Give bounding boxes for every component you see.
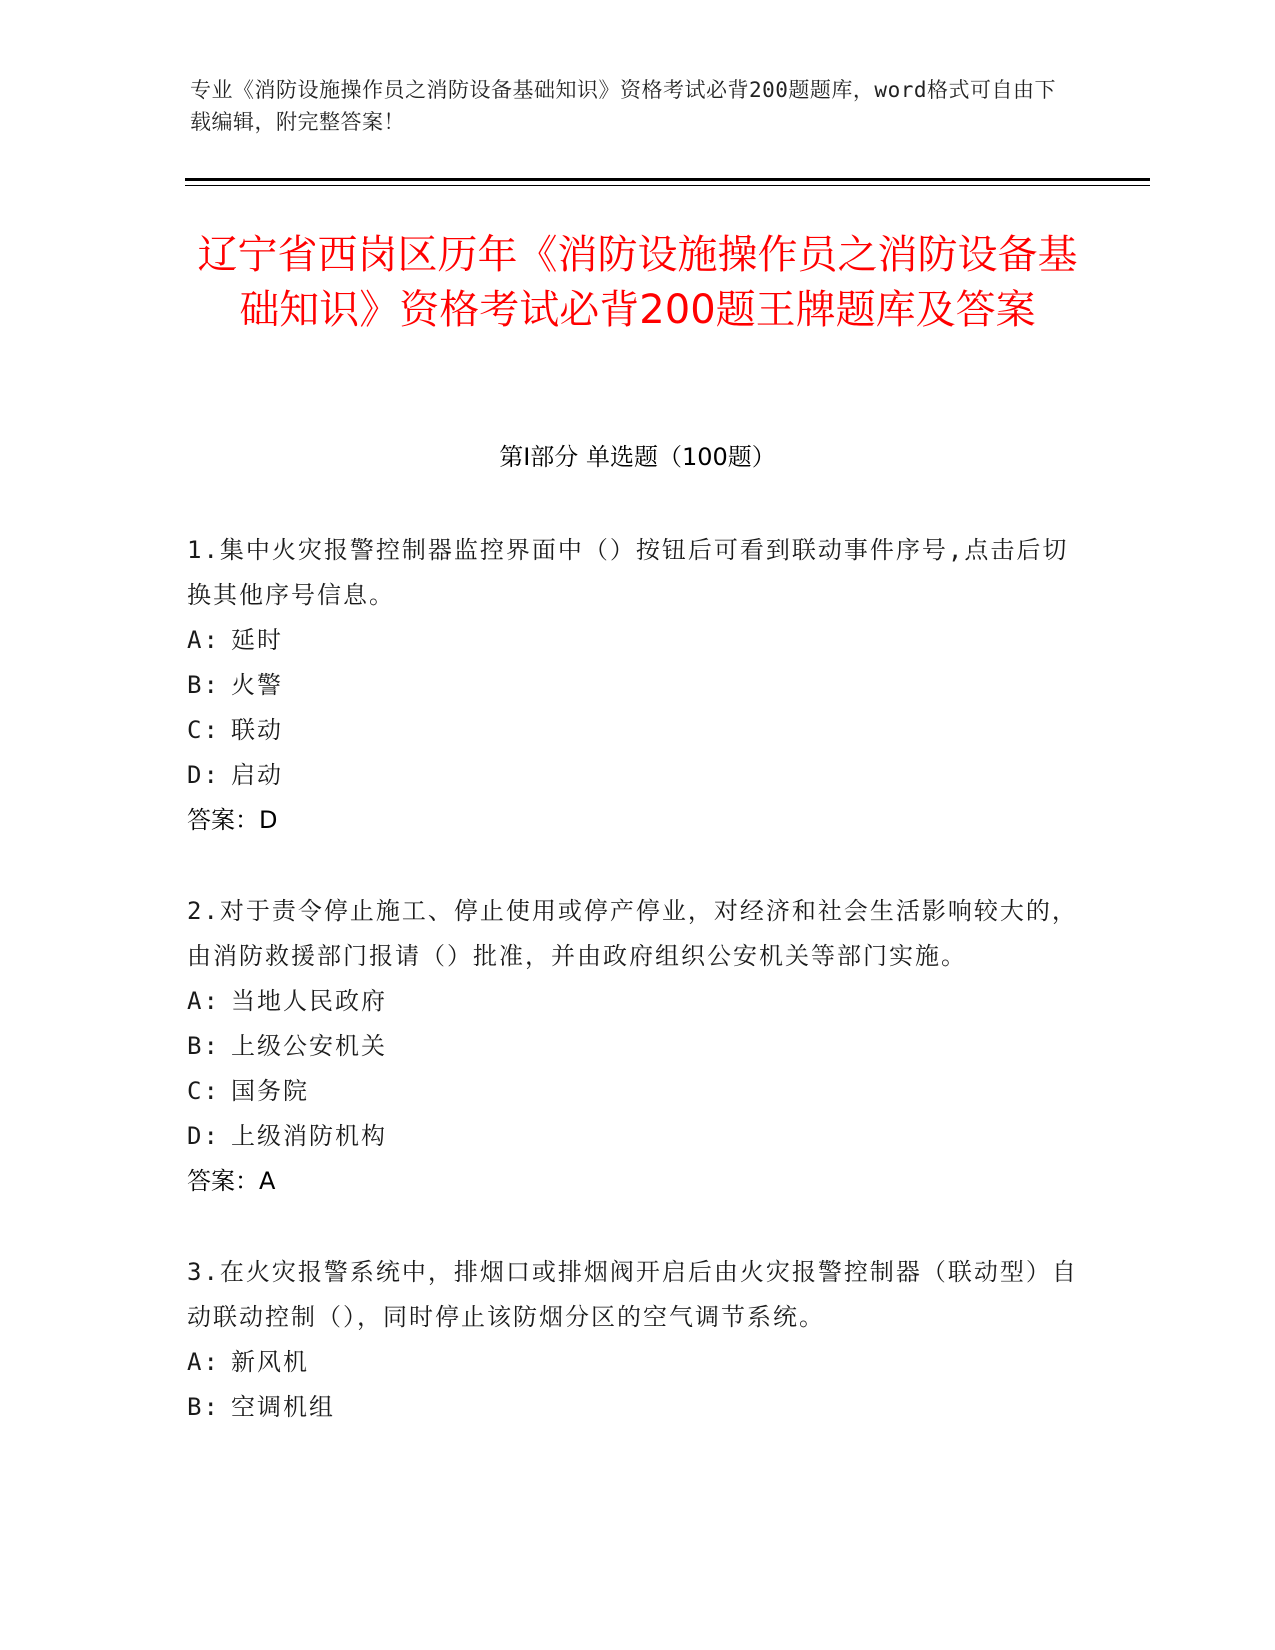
- option-letter: A:: [187, 987, 220, 1015]
- answer-line: 答案：A: [187, 1167, 276, 1195]
- option-text: 延时: [231, 626, 283, 654]
- question-3: [187, 1250, 1087, 1430]
- document-title: 辽宁省西岗区历年《消防设施操作员之消防设备基础知识》资格考试必背200题王牌题库及答案: [197, 232, 1078, 333]
- option-text: 上级消防机构: [231, 1122, 387, 1150]
- option-text: 新风机: [231, 1348, 309, 1376]
- option-a: [187, 979, 1087, 1024]
- option-text: 空调机组: [231, 1393, 335, 1421]
- header-divider-thin: [185, 185, 1150, 186]
- option-d: [187, 1114, 1087, 1159]
- option-b: [187, 663, 1087, 708]
- option-letter: B:: [187, 1393, 220, 1421]
- option-text: 启动: [231, 761, 283, 789]
- option-d: [187, 753, 1087, 798]
- option-a: [187, 1340, 1087, 1385]
- option-text: 火警: [231, 671, 283, 699]
- answer-line: 答案：D: [187, 806, 278, 834]
- option-text: 上级公安机关: [231, 1032, 387, 1060]
- question-2: [187, 889, 1087, 1204]
- option-text: 联动: [231, 716, 283, 744]
- option-letter: A:: [187, 1348, 220, 1376]
- option-letter: D:: [187, 1122, 220, 1150]
- question-1: [187, 528, 1087, 843]
- option-b: [187, 1024, 1087, 1069]
- option-c: [187, 1069, 1087, 1114]
- option-letter: A:: [187, 626, 220, 654]
- option-letter: B:: [187, 1032, 220, 1060]
- section-heading: 第Ⅰ部分 单选题（100题）: [499, 443, 776, 471]
- option-b: [187, 1385, 1087, 1430]
- option-a: [187, 618, 1087, 663]
- option-text: 国务院: [231, 1077, 309, 1105]
- option-text: 当地人民政府: [231, 987, 387, 1015]
- option-c: [187, 708, 1087, 753]
- option-letter: C:: [187, 716, 220, 744]
- question-stem: 1.集中火灾报警控制器监控界面中（）按钮后可看到联动事件序号,点击后切换其他序号信息。: [187, 536, 1069, 609]
- option-letter: B:: [187, 671, 220, 699]
- option-letter: C:: [187, 1077, 220, 1105]
- question-stem: 2.对于责令停止施工、停止使用或停产停业，对经济和社会生活影响较大的，由消防救援部门报请（）批准，并由政府组织公安机关等部门实施。: [187, 897, 1078, 970]
- option-letter: D:: [187, 761, 220, 789]
- header-divider-thick: [185, 178, 1150, 181]
- question-list: [187, 528, 1087, 1476]
- header-note: 专业《消防设施操作员之消防设备基础知识》资格考试必背200题题库，word格式可自由下载编辑，附完整答案！: [190, 78, 1056, 134]
- question-stem: 3.在火灾报警系统中，排烟口或排烟阀开启后由火灾报警控制器（联动型）自动联动控制（），同时停止该防烟分区的空气调节系统。: [187, 1258, 1078, 1331]
